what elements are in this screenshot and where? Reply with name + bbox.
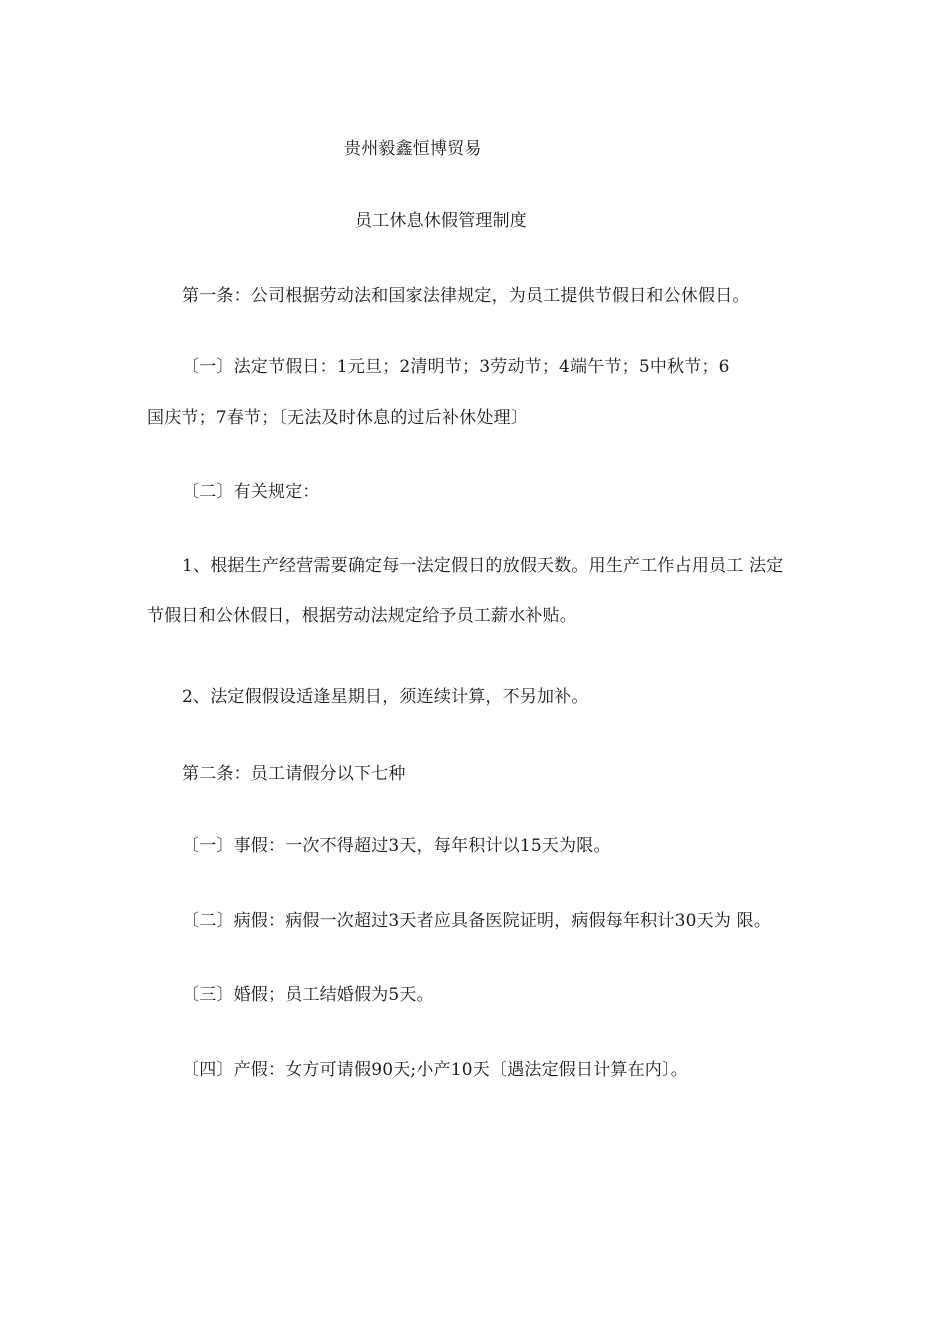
article-1-paragraph: 第一条：公司根据劳动法和国家法律规定，为员工提供节假日和公休假日。: [182, 286, 750, 306]
rule-1-continued: 节假日和公休假日，根据劳动法规定给予员工薪水补贴。: [147, 606, 577, 626]
personal-leave-item: 〔一〕事假：一次不得超过3天，每年积计以15天为限。: [182, 836, 611, 856]
company-name: 贵州毅鑫恒博贸易: [344, 139, 482, 159]
rule-1-paragraph: 1、根据生产经营需要确定每一法定假日的放假天数。用生产工作占用员工 法定: [182, 556, 784, 576]
article-2-heading: 第二条：员工请假分以下七种: [182, 764, 406, 784]
rule-2-paragraph: 2、法定假假设适逢星期日，须连续计算，不另加补。: [182, 687, 589, 707]
maternity-leave-item: 〔四〕产假：女方可请假90天;小产10天〔遇法定假日计算在内〕。: [182, 1060, 688, 1080]
marriage-leave-item: 〔三〕婚假；员工结婚假为5天。: [182, 985, 434, 1005]
statutory-holidays-continued: 国庆节；7春节；〔无法及时休息的过后补休处理〕: [147, 408, 528, 428]
related-rules-heading: 〔二〕有关规定：: [182, 482, 320, 502]
document-title: 员工休息休假管理制度: [355, 211, 527, 231]
statutory-holidays-item: 〔一〕法定节假日：1元旦；2清明节；3劳动节；4端午节；5中秋节；6: [182, 357, 730, 377]
sick-leave-item: 〔二〕病假：病假一次超过3天者应具备医院证明，病假每年积计30天为 限。: [182, 911, 772, 931]
